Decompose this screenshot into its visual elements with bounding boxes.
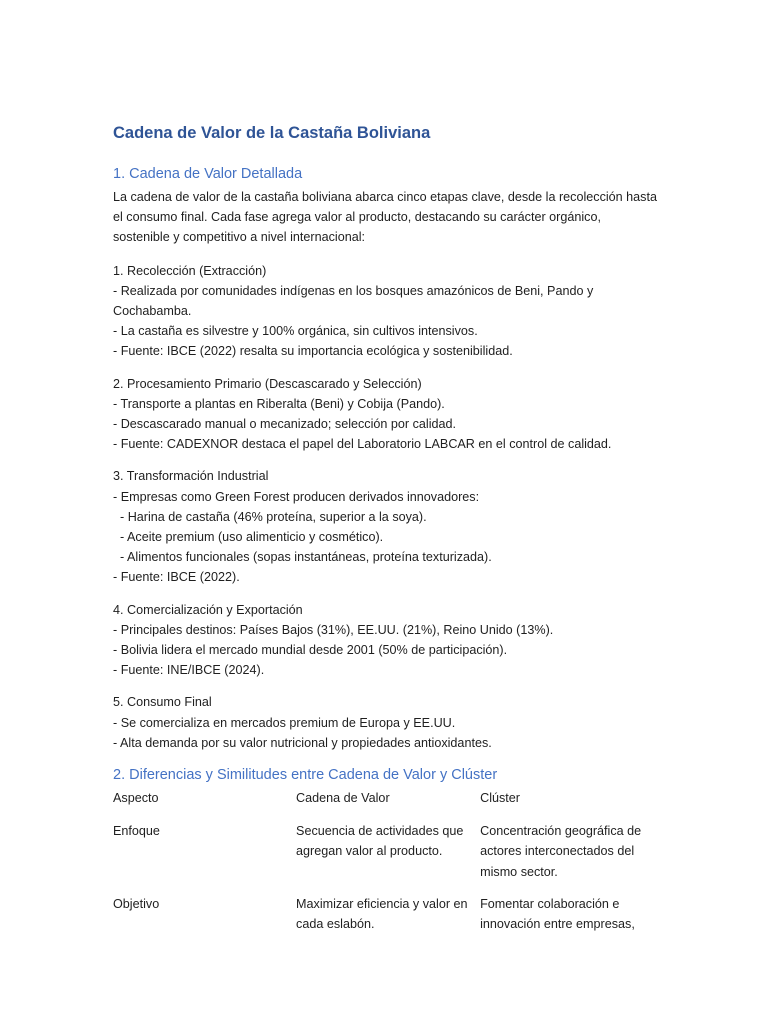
step-subline: - Aceite premium (uso alimenticio y cosmético). (113, 530, 384, 545)
step-line: - Se comercializa en mercados premium de Europa y EE.UU. (113, 715, 456, 730)
step-line: - La castaña es silvestre y 100% orgánica, sin cultivos intensivos. (113, 324, 478, 339)
table-cell: Maximizar eficiencia y valor en cada eslabón. (296, 896, 468, 932)
step-subline: - Alimentos funcionales (sopas instantáneas, proteína texturizada). (113, 550, 492, 565)
section-heading-comparison: 2. Diferencias y Similitudes entre Cadena de Valor y Clúster (113, 767, 498, 784)
table-cell: Secuencia de actividades que agregan valor al producto. (296, 824, 464, 859)
step-line: - Realizada por comunidades indígenas en los bosques amazónicos de Beni, Pando y Cochabamba. (113, 283, 597, 319)
step-title: 1. Recolección (Extracción) (113, 263, 267, 278)
step-title: 4. Comercialización y Exportación (113, 602, 303, 617)
table-row (113, 821, 653, 894)
value-chain-steps (113, 261, 658, 753)
step-recoleccion (113, 261, 658, 362)
step-line: - Fuente: IBCE (2022) resalta su importancia ecológica y sostenibilidad. (113, 344, 513, 359)
table-cell: Concentración geográfica de actores interconectados del mismo sector. (480, 824, 642, 879)
table-row (113, 894, 653, 946)
comparison-table (113, 788, 653, 946)
comparison-section (113, 765, 658, 946)
section-intro-paragraph: La cadena de valor de la castaña boliviana abarca cinco etapas clave, desde la recolección hasta el consumo final. Cada fase agrega valor al producto, destacando su carácter orgánico, sostenible y competitivo a nivel internacional: (113, 190, 657, 245)
step-line: - Fuente: INE/IBCE (2024). (113, 663, 265, 678)
step-subline: - Harina de castaña (46% proteína, superior a la soya). (113, 509, 427, 524)
step-comercializacion (113, 600, 658, 681)
document-body (113, 122, 658, 946)
step-line: - Bolivia lidera el mercado mundial desde 2001 (50% de participación). (113, 643, 508, 658)
step-title: 3. Transformación Industrial (113, 469, 269, 484)
step-line: - Alta demanda por su valor nutricional y propiedades antioxidantes. (113, 735, 492, 750)
step-line: - Principales destinos: Países Bajos (31%), EE.UU. (21%), Reino Unido (13%). (113, 622, 554, 637)
table-cell: Enfoque (113, 824, 160, 839)
column-header-cadena: Cadena de Valor (296, 791, 390, 806)
column-header-cluster: Clúster (480, 791, 520, 806)
step-line: - Fuente: IBCE (2022). (113, 570, 240, 585)
step-consumo-final (113, 692, 658, 753)
step-title: 2. Procesamiento Primario (Descascarado y Selección) (113, 376, 422, 391)
step-line: - Empresas como Green Forest producen derivados innovadores: (113, 489, 480, 504)
step-line: - Transporte a plantas en Riberalta (Beni) y Cobija (Pando). (113, 396, 445, 411)
document-title: Cadena de Valor de la Castaña Boliviana (113, 124, 431, 142)
step-line: - Fuente: CADEXNOR destaca el papel del Laboratorio LABCAR en el control de calidad. (113, 437, 612, 452)
step-procesamiento (113, 374, 658, 455)
step-transformacion (113, 466, 658, 587)
table-cell: Objetivo (113, 896, 160, 911)
table-header-row (113, 788, 653, 821)
table-cell: Fomentar colaboración e innovación entre empresas, (480, 896, 635, 932)
step-line: - Descascarado manual o mecanizado; selección por calidad. (113, 417, 457, 432)
step-title: 5. Consumo Final (113, 695, 212, 710)
section-heading-value-chain: 1. Cadena de Valor Detallada (113, 166, 303, 182)
column-header-aspecto: Aspecto (113, 791, 159, 806)
